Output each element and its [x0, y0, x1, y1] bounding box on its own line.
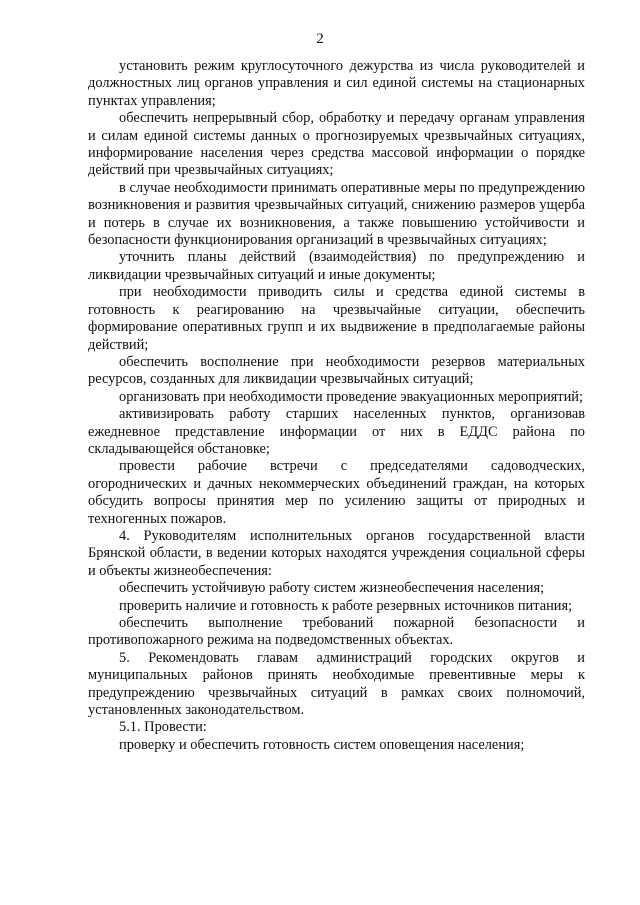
paragraph-settlement-reports: активизировать работу старших населенных пунктов, организовав ежедневное представление информации от них в ЕДДС района по складывающейся обстановке; [88, 406, 585, 457]
paragraph-section-5: 5. Рекомендовать главам администраций городских округов и муниципальных районов принять необходимые превентивные меры к предупреждению чрезвычайных ситуаций в рамках своих полномочий, установленных законодательством. [88, 649, 585, 719]
paragraph-fire-safety: обеспечить выполнение требований пожарной безопасности и противопожарного режима на подведомственных объектах. [88, 615, 585, 649]
paragraph-section-5-1: 5.1. Провести: [119, 719, 207, 736]
paragraph-backup-power: проверить наличие и готовность к работе резервных источников питания; [119, 597, 573, 614]
page-number: 2 [316, 31, 324, 47]
paragraph-reserves: обеспечить восполнение при необходимости резервов материальных ресурсов, созданных для ликвидации чрезвычайных ситуаций; [88, 353, 585, 388]
paragraph-data-collection: обеспечить непрерывный сбор, обработку и передачу органам управления и силам единой системы данных о прогнозируемых чрезвычайных ситуациях, информирование населения через средства массовой информации о порядке действий при чрезвычайных ситуациях; [88, 110, 585, 179]
paragraph-alert-systems: проверку и обеспечить готовность систем оповещения населения; [119, 736, 525, 753]
paragraph-readiness: при необходимости приводить силы и средства единой системы в готовность к реагированию на чрезвычайные ситуации, обеспечить формирование оперативных групп и их выдвижение в предполагаемые районы действий; [88, 284, 585, 353]
paragraph-life-support: обеспечить устойчивую работу систем жизнеобеспечения населения; [119, 580, 545, 597]
paragraph-section-4: 4. Руководителям исполнительных органов государственной власти Брянской области, в ведении которых находятся учреждения социальной сферы и объекты жизнеобеспечения: [88, 527, 585, 579]
paragraph-operational-measures: в случае необходимости принимать оперативные меры по предупреждению возникновения и развития чрезвычайных ситуаций, снижению размеров ущерба и потерь в случае их возникновения, а также повышению устойчивости и безопасности функционирования организаций в чрезвычайных ситуациях; [88, 179, 585, 249]
paragraph-duty-regime: установить режим круглосуточного дежурства из числа руководителей и должностных лиц органов управления и сил единой системы на стационарных пунктах управления; [88, 58, 585, 109]
paragraph-action-plans: уточнить планы действий (взаимодействия) по предупреждению и ликвидации чрезвычайных ситуаций и иные документы; [88, 249, 585, 283]
document-body [88, 58, 585, 754]
paragraph-garden-meetings: провести рабочие встречи с председателями садоводческих, огороднических и дачных некоммерческих объединений граждан, на которых обсудить вопросы принятия мер по усилению защиты от природных и техногенных пожаров. [88, 458, 585, 527]
paragraph-evacuation: организовать при необходимости проведение эвакуационных мероприятий; [119, 388, 583, 405]
